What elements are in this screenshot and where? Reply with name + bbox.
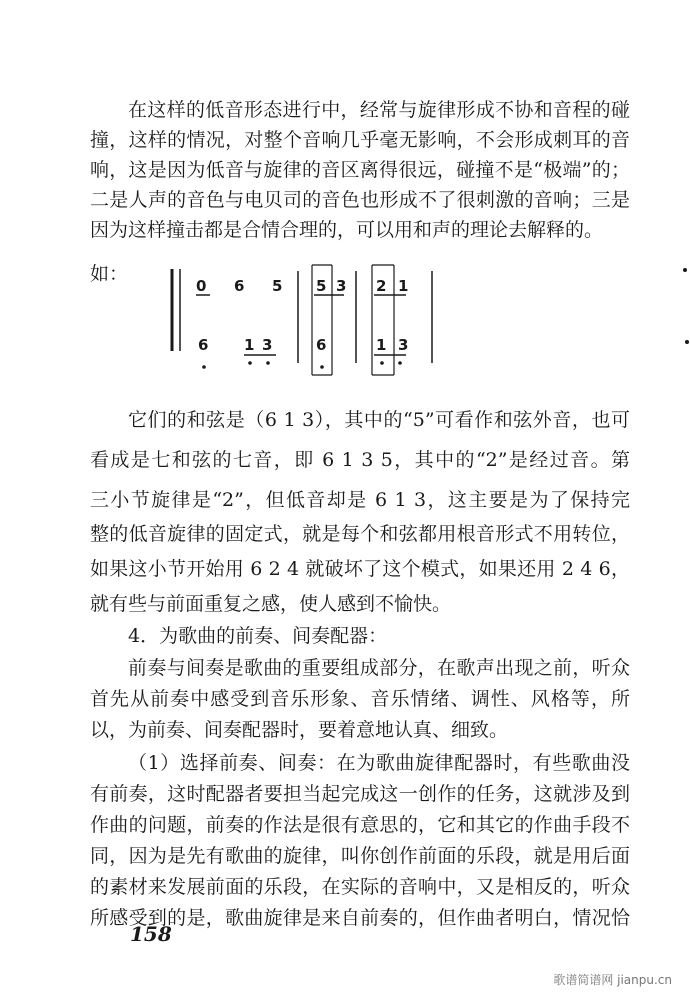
paragraph-2-line-4: 整的低音旋律的固定式，就是每个和弦都用根音形式不用转位， xyxy=(90,523,630,545)
scan-speck xyxy=(685,340,689,344)
paragraph-2-line-1: 它们的和弦是（6 1 3），其中的“5”可看作和弦外音，也可 xyxy=(128,409,630,431)
score-lower-note: 1 xyxy=(376,336,387,354)
paragraph-1-line-5: 因为这样撞击都是合情合理的，可以用和声的理论去解释的。 xyxy=(90,219,604,241)
section-heading-4: 4．为歌曲的前奏、间奏配器： xyxy=(128,625,388,647)
paragraph-4-line-6: 所感受到的是，歌曲旋律是来自前奏的，但作曲者明白，情况恰 xyxy=(90,907,630,929)
score-upper-note: 5 xyxy=(272,277,283,295)
paragraph-1-line-4: 二是人声的音色与电贝司的音色也形成不了很刺激的音响；三是 xyxy=(90,189,630,211)
paragraph-4-line-4: 同，因为是先有歌曲的旋律，叫你创作前面的乐段，就是用后面 xyxy=(90,845,630,867)
paragraph-4-line-5: 的素材来发展前面的乐段，在实际的音响中，又是相反的，听众 xyxy=(90,876,630,898)
watermark: 歌谱简谱网 jianpu.cn xyxy=(553,973,672,987)
paragraph-1-line-2: 撞，这样的情况，对整个音响几乎毫无影响，不会形成刺耳的音 xyxy=(90,129,630,151)
score-lower-note: 6 xyxy=(198,336,209,354)
score-upper-note: 0 xyxy=(196,277,207,295)
score-lower-note: 6 xyxy=(316,336,327,354)
paragraph-1-line-3: 响，这是因为低音与旋律的音区离得很远，碰撞不是“极端”的； xyxy=(90,159,630,181)
scan-speck xyxy=(683,268,687,272)
score-lower-note: 3 xyxy=(262,336,273,354)
paragraph-1-line-1: 在这样的低音形态进行中，经常与旋律形成不协和音程的碰 xyxy=(128,99,630,121)
paragraph-4-line-1: （1）选择前奏、间奏：在为歌曲旋律配器时，有些歌曲没 xyxy=(128,752,630,774)
score-upper-note: 5 xyxy=(316,277,327,295)
score-upper-note: 3 xyxy=(336,277,347,295)
paragraph-3-line-2: 首先从前奏中感受到音乐形象、音乐情绪、调性、风格等，所 xyxy=(90,688,630,710)
paragraph-2-line-6: 就有些与前面重复之感，使人感到不愉快。 xyxy=(90,593,452,615)
paragraph-4-line-2: 有前奏，这时配器者要担当起完成这一创作的任务，这就涉及到 xyxy=(90,783,630,805)
paragraph-2-line-5: 如果这小节开始用 6 2 4 就破坏了这个模式，如果还用 2 4 6， xyxy=(90,558,630,580)
paragraph-3-line-3: 以，为前奏、间奏配器时，要着意地认真、细致。 xyxy=(90,719,509,741)
jianpu-score xyxy=(0,255,690,385)
paragraph-2-line-3: 三小节旋律是“2”，但低音却是 6 1 3，这主要是为了保持完 xyxy=(90,489,630,511)
score-upper-note: 2 xyxy=(376,277,387,295)
page-number: 158 xyxy=(130,922,172,946)
score-lower-note: 3 xyxy=(398,336,409,354)
paragraph-4-line-3: 作曲的问题，前奏的作法是很有意思的，它和其它的作曲手段不 xyxy=(90,814,630,836)
paragraph-2-line-2: 看成是七和弦的七音，即 6 1 3 5，其中的“2”是经过音。第 xyxy=(90,449,630,471)
score-lower-note: 1 xyxy=(244,336,255,354)
paragraph-3-line-1: 前奏与间奏是歌曲的重要组成部分，在歌声出现之前，听众 xyxy=(128,657,630,679)
score-upper-note: 6 xyxy=(234,277,245,295)
example-label: 如： xyxy=(90,263,129,285)
score-upper-note: 1 xyxy=(398,277,409,295)
